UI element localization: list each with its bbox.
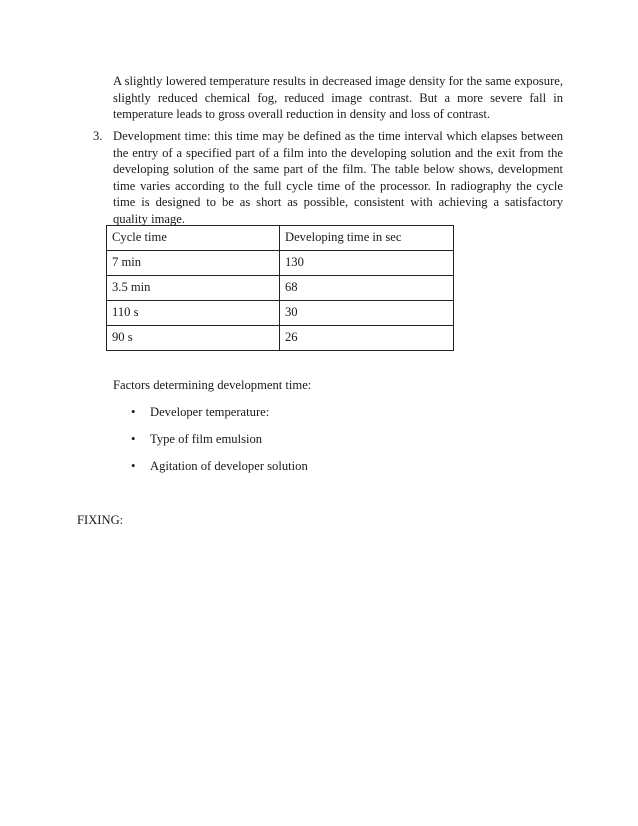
list-number: 3. [93, 129, 103, 143]
table-cell: 90 s [107, 326, 280, 351]
bullet-icon: • [131, 405, 136, 419]
table-cell: 3.5 min [107, 276, 280, 301]
development-time-table [106, 225, 454, 351]
table-cell: 30 [280, 301, 454, 326]
temperature-paragraph: A slightly lowered temperature results in decreased image density for the same exposure, slightly reduced chemical fog, reduced image contrast. But a more severe fall in temperature leads to gross overall reduction in density and loss of contrast. [113, 74, 563, 122]
list-item-text: Type of film emulsion [150, 432, 263, 446]
table-cell: 110 s [107, 301, 280, 326]
table-row [107, 276, 454, 301]
list-item [113, 404, 308, 431]
section-heading-fixing: FIXING: [77, 513, 124, 527]
list-item-text: Developer temperature: [150, 405, 270, 419]
table-row [107, 301, 454, 326]
bullet-icon: • [131, 459, 136, 473]
table-header-cell: Developing time in sec [280, 226, 454, 251]
factors-list [113, 404, 308, 485]
table-cell: 26 [280, 326, 454, 351]
table-header-row [107, 226, 454, 251]
factors-heading: Factors determining development time: [113, 378, 312, 392]
list-item [113, 458, 308, 485]
bullet-icon: • [131, 432, 136, 446]
table-row [107, 326, 454, 351]
table-cell: 130 [280, 251, 454, 276]
table-cell: 68 [280, 276, 454, 301]
table-row [107, 251, 454, 276]
list-item [113, 431, 308, 458]
table-header-cell: Cycle time [107, 226, 280, 251]
development-time-paragraph: Development time: this time may be defined as the time interval which elapses between the entry of a specified part of a film into the developing solution and the exit from the developing solution of the same part of the film. The table below shows, development time varies according to the full cycle time of the processor. In radiography the cycle time is designed to be as short as possible, consistent with achieving a satisfactory quality image. [113, 129, 563, 226]
table-cell: 7 min [107, 251, 280, 276]
list-item-text: Agitation of developer solution [150, 459, 308, 473]
